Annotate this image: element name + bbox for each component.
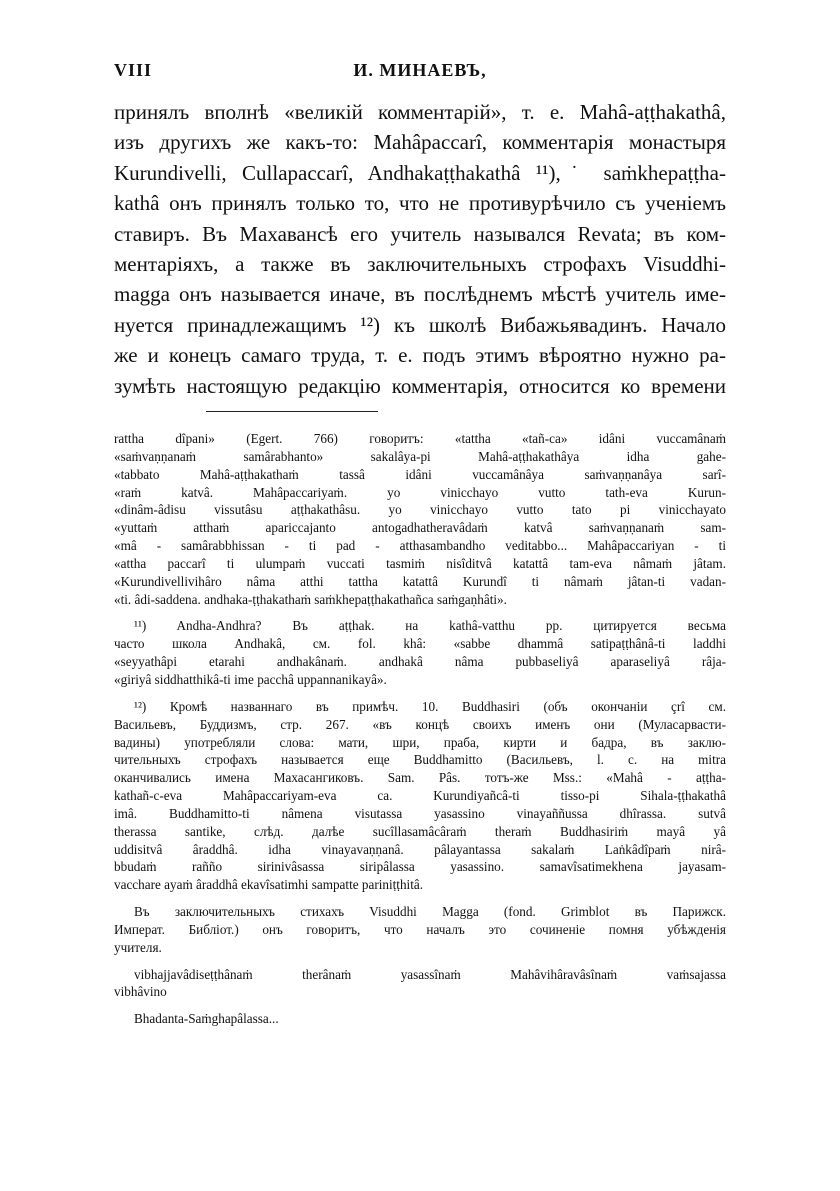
footnote-line: Васильевъ, Буддизмъ, стр. 267. «въ концѣ своихъ именъ они (Муласарвасти- [114, 716, 726, 732]
footnote-line: ¹¹) Andha-Andhra? Въ aṭṭhak. на kathâ-vatthu pp. цитируется весьма [134, 618, 726, 634]
footnote-line: «tabbato Mahâ-aṭṭhakathaṁ tassâ idâni vuccamânâya saṁvaṇṇanâya sarî- [114, 466, 726, 482]
footnote-line: vibhajjavâdiseṭṭhânaṁ therânaṁ yasassînaṁ Mahâvihâravâsînaṁ vaṁsajassa [134, 966, 726, 982]
footnote-line: «seyyathâpi etarahi andhakânaṁ. andhakâ nâma pubbaseliyâ aparaseliyâ râja- [114, 654, 726, 670]
footnote-line: «raṁ katvâ. Mahâpaccariyaṁ. yo vinicchayo vutto tath-eva Kurun- [114, 484, 726, 500]
footnote-line: Bhadanta-Saṁghapâlassa... [134, 1011, 279, 1027]
footnote-line: uddisitvâ âraddhâ. idha vinayavaṇṇanâ. pâlayantassa sakalaṁ Laṅkâdîpaṁ nirâ- [114, 841, 726, 857]
footnotes [114, 430, 726, 1037]
main-text-line: ставиръ. Въ Махавансѣ его учитель назывался Revata; въ ком- [114, 221, 726, 246]
footnote-block [114, 430, 726, 608]
footnote-line: therassa santike, слѣд. далѣе sucîllasamâcâraṁ theraṁ Buddhasiriṁ mayâ yâ [114, 823, 726, 839]
footnote-line: «mâ - samârabbhissan - ti pad - atthasambandho veditabbo... Mahâpaccariyan - ti [114, 538, 726, 554]
footnote-block [114, 903, 726, 957]
footnote-line: учителя. [114, 939, 162, 955]
main-text-line: нуется принадлежащимъ ¹²) къ школѣ Вибажьявадинъ. Начало [114, 312, 726, 337]
main-text-line: ментаріяхъ, а также въ заключительныхъ строфахъ Visuddhi- [114, 251, 726, 276]
footnote-line: vibhâvino [114, 984, 167, 1000]
page-number: VIII [114, 60, 153, 80]
footnote-block [114, 966, 726, 1002]
footnote-line: вадины) употребляли слова: мати, шри, праба, кирти и бадра, въ заклю- [114, 734, 726, 750]
footnote-block [114, 617, 726, 688]
footnote-line: rattha dîpani» (Egert. 766) говоритъ: «tattha «tañ-ca» idâni vuccamânaṁ [114, 431, 726, 446]
footnote-block [114, 1010, 726, 1028]
footnote-line: «yuttaṁ atthaṁ apariccajanto antogadhatheravâdaṁ katvâ saṁvaṇṇanaṁ sam- [114, 520, 726, 536]
footnote-line: vacchare ayaṁ âraddhâ ekavîsatimhi sampatte pariniṭṭhitâ. [114, 877, 424, 893]
footnote-line: «giriyâ siddhatthikâ-ti ime pacchâ uppannanikayâ». [114, 671, 387, 687]
footnote-line: ¹²) Кромѣ названнаго въ примѣч. 10. Buddhasiri (объ окончаніи çrî см. [134, 698, 726, 714]
main-text-line: Kurundivelli, Cullapaccarî, Andhakaṭṭhakathâ ¹¹),˙ saṁkhepaṭṭha- [114, 160, 726, 185]
footnote-line: «ti. âdi-saddena. andhaka-ṭṭhakathaṁ saṁkhepaṭṭhakathañca saṁgaṇhâti». [114, 591, 507, 607]
main-text-line: зумѣть настоящую редакцію комментарія, относится ко времени [114, 373, 726, 398]
main-text-line: же и конецъ самаго труда, т. е. подъ этимъ вѣроятно нужно ра- [114, 343, 726, 368]
main-text-line: изъ другихъ же какъ-то: Mahâpaccarî, комментарія монастыря [114, 130, 726, 155]
running-title: И. МИНАЕВЪ, [353, 60, 487, 80]
footnote-separator-rule [206, 411, 378, 412]
footnote-line: kathañ-c-eva Mahâpaccariyam-eva ca. Kurundiyañcâ-ti tisso-pi Sihala-ṭṭhakathâ [114, 788, 726, 804]
footnote-block [114, 698, 726, 894]
footnote-line: «dinâm-âdisu vissutâsu aṭṭhakathâsu. yo vinicchayo vutto tato pi vinicchayato [114, 502, 726, 518]
footnote-line: Въ заключительныхъ стихахъ Visuddhi Magga (fond. Grimblot въ Парижск. [134, 904, 726, 920]
footnote-line: чительныхъ строфахъ называется еще Buddhamitto (Васильевъ, l. c. на mitra [114, 752, 726, 768]
footnote-line: Императ. Библіот.) онъ говоритъ, что началъ это сочиненіе помня убѣжденія [114, 921, 726, 937]
footnote-line: «attha paccarî ti ulumpaṁ vuccati tasmiṁ nisîditvâ katattâ tam-eva nâmaṁ jâtam. [114, 555, 726, 571]
footnote-line: «Kurundivellivihâro nâma atthi tattha katattâ Kurundî ti nâmaṁ jâtan-ti vadan- [114, 573, 726, 589]
main-text-line: magga онъ называется иначе, въ послѣднемъ мѣстѣ учитель име- [114, 282, 726, 307]
footnote-line: оканчивались имена Махасангиковъ. Sam. Pâs. тотъ-же Mss.: «Mahâ - aṭṭha- [114, 770, 726, 786]
footnote-line: bbudaṁ rañño sirinivâsassa siripâlassa yasassino. samavîsatimekhena jayasam- [114, 859, 726, 875]
footnote-line: imâ. Buddhamitto-ti nâmena visutassa yasassino vinayaññussa dhîrassa. sutvâ [114, 805, 726, 821]
main-text [114, 97, 726, 401]
main-text-line: kathâ онъ принялъ только то, что не противурѣчило съ ученіемъ [114, 191, 726, 216]
footnote-line: «saṁvaṇṇanaṁ samârabhanto» sakalâya-pi Mahâ-aṭṭhakathâya idha gahe- [114, 448, 726, 464]
main-text-line: принялъ вполнѣ «великій комментарій», т. е. Mahâ-aṭṭhakathâ, [114, 100, 726, 124]
footnote-line: часто школа Andhakâ, см. fol. khâ: «sabbe dhammâ satipaṭṭhânâ-ti laddhi [114, 636, 726, 652]
